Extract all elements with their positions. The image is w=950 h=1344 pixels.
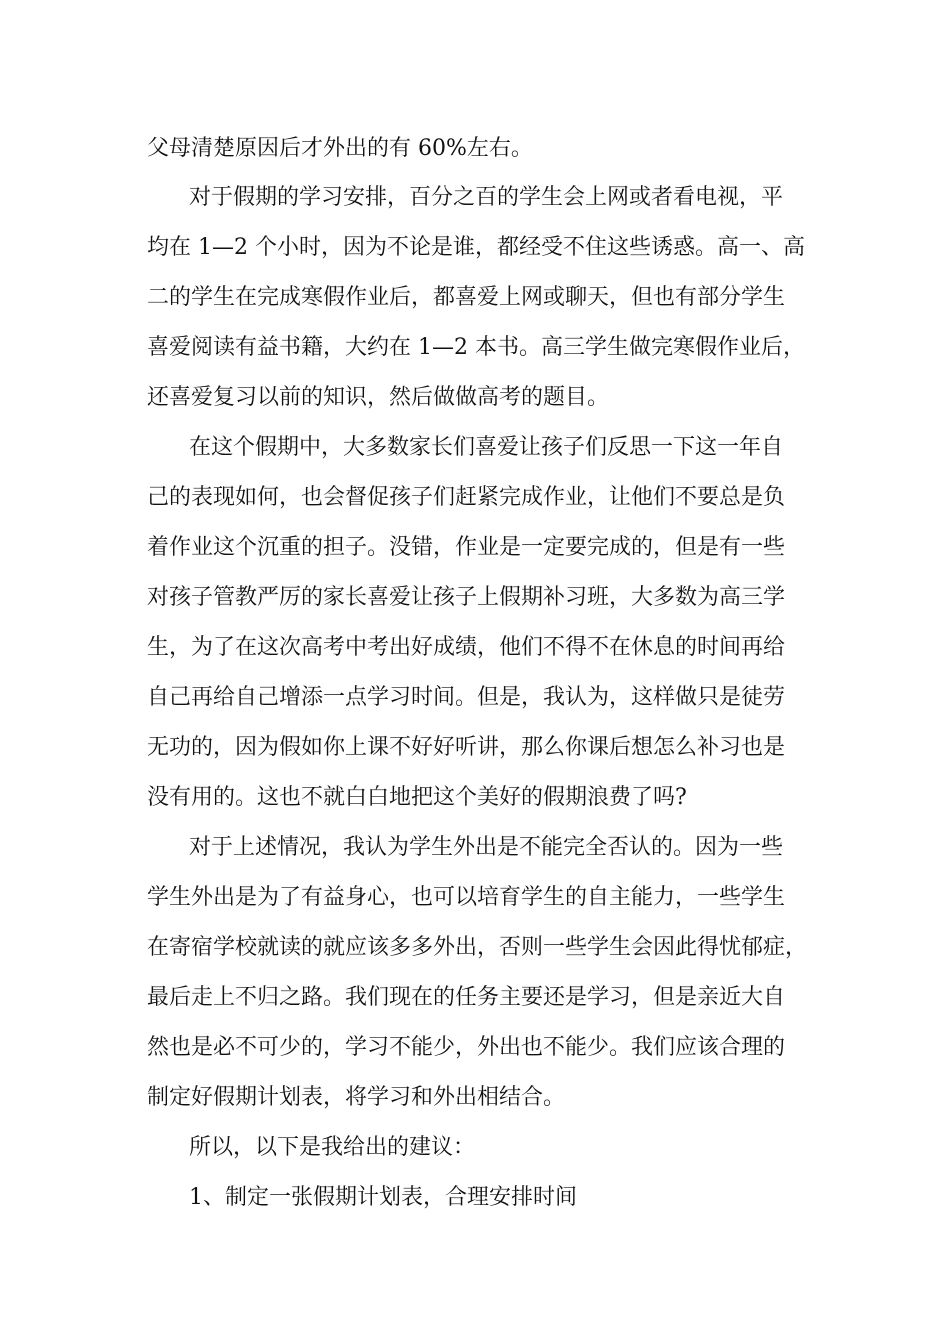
text-line: 最后走上不归之路。我们现在的任务主要还是学习，但是亲近大自 [147, 985, 786, 1010]
text-line: 学生外出是为了有益身心，也可以培育学生的自主能力，一些学生 [147, 885, 786, 910]
text-line: 对孩子管教严厉的家长喜爱让孩子上假期补习班，大多数为高三学 [147, 585, 786, 610]
text-line: 均在 1—2 个小时，因为不论是谁，都经受不住这些诱惑。高一、高 [147, 235, 805, 260]
text-line: 喜爱阅读有益书籍，大约在 1—2 本书。高三学生做完寒假作业后， [147, 335, 805, 360]
text-line: 对于假期的学习安排，百分之百的学生会上网或者看电视，平 [189, 185, 784, 210]
text-line: 在寄宿学校就读的就应该多多外出，否则一些学生会因此得忧郁症， [147, 935, 808, 960]
text-line: 二的学生在完成寒假作业后，都喜爱上网或聊天，但也有部分学生 [147, 285, 786, 310]
text-line: 生，为了在这次高考中考出好成绩，他们不得不在休息的时间再给 [147, 635, 786, 660]
text-line: 制定好假期计划表，将学习和外出相结合。 [147, 1085, 566, 1110]
text-line: 然也是必不可少的，学习不能少，外出也不能少。我们应该合理的 [147, 1035, 786, 1060]
text-line: 对于上述情况，我认为学生外出是不能完全否认的。因为一些 [189, 835, 784, 860]
text-line: 没有用的。这也不就白白地把这个美好的假期浪费了吗? [147, 785, 687, 810]
text-line: 着作业这个沉重的担子。没错，作业是一定要完成的，但是有一些 [147, 535, 786, 560]
text-line: 己的表现如何，也会督促孩子们赶紧完成作业，让他们不要总是负 [147, 485, 786, 510]
list-item: 1、制定一张假期计划表，合理安排时间 [189, 1185, 577, 1210]
text-line: 自己再给自己增添一点学习时间。但是，我认为，这样做只是徒劳 [147, 685, 786, 710]
text-line: 在这个假期中，大多数家长们喜爱让孩子们反思一下这一年自 [189, 435, 784, 460]
text-line: 所以，以下是我给出的建议： [189, 1135, 476, 1160]
text-line: 父母清楚原因后才外出的有 60%左右。 [147, 136, 533, 161]
text-line: 还喜爱复习以前的知识，然后做做高考的题目。 [147, 385, 610, 410]
text-line: 无功的，因为假如你上课不好好听讲，那么你课后想怎么补习也是 [147, 735, 786, 760]
